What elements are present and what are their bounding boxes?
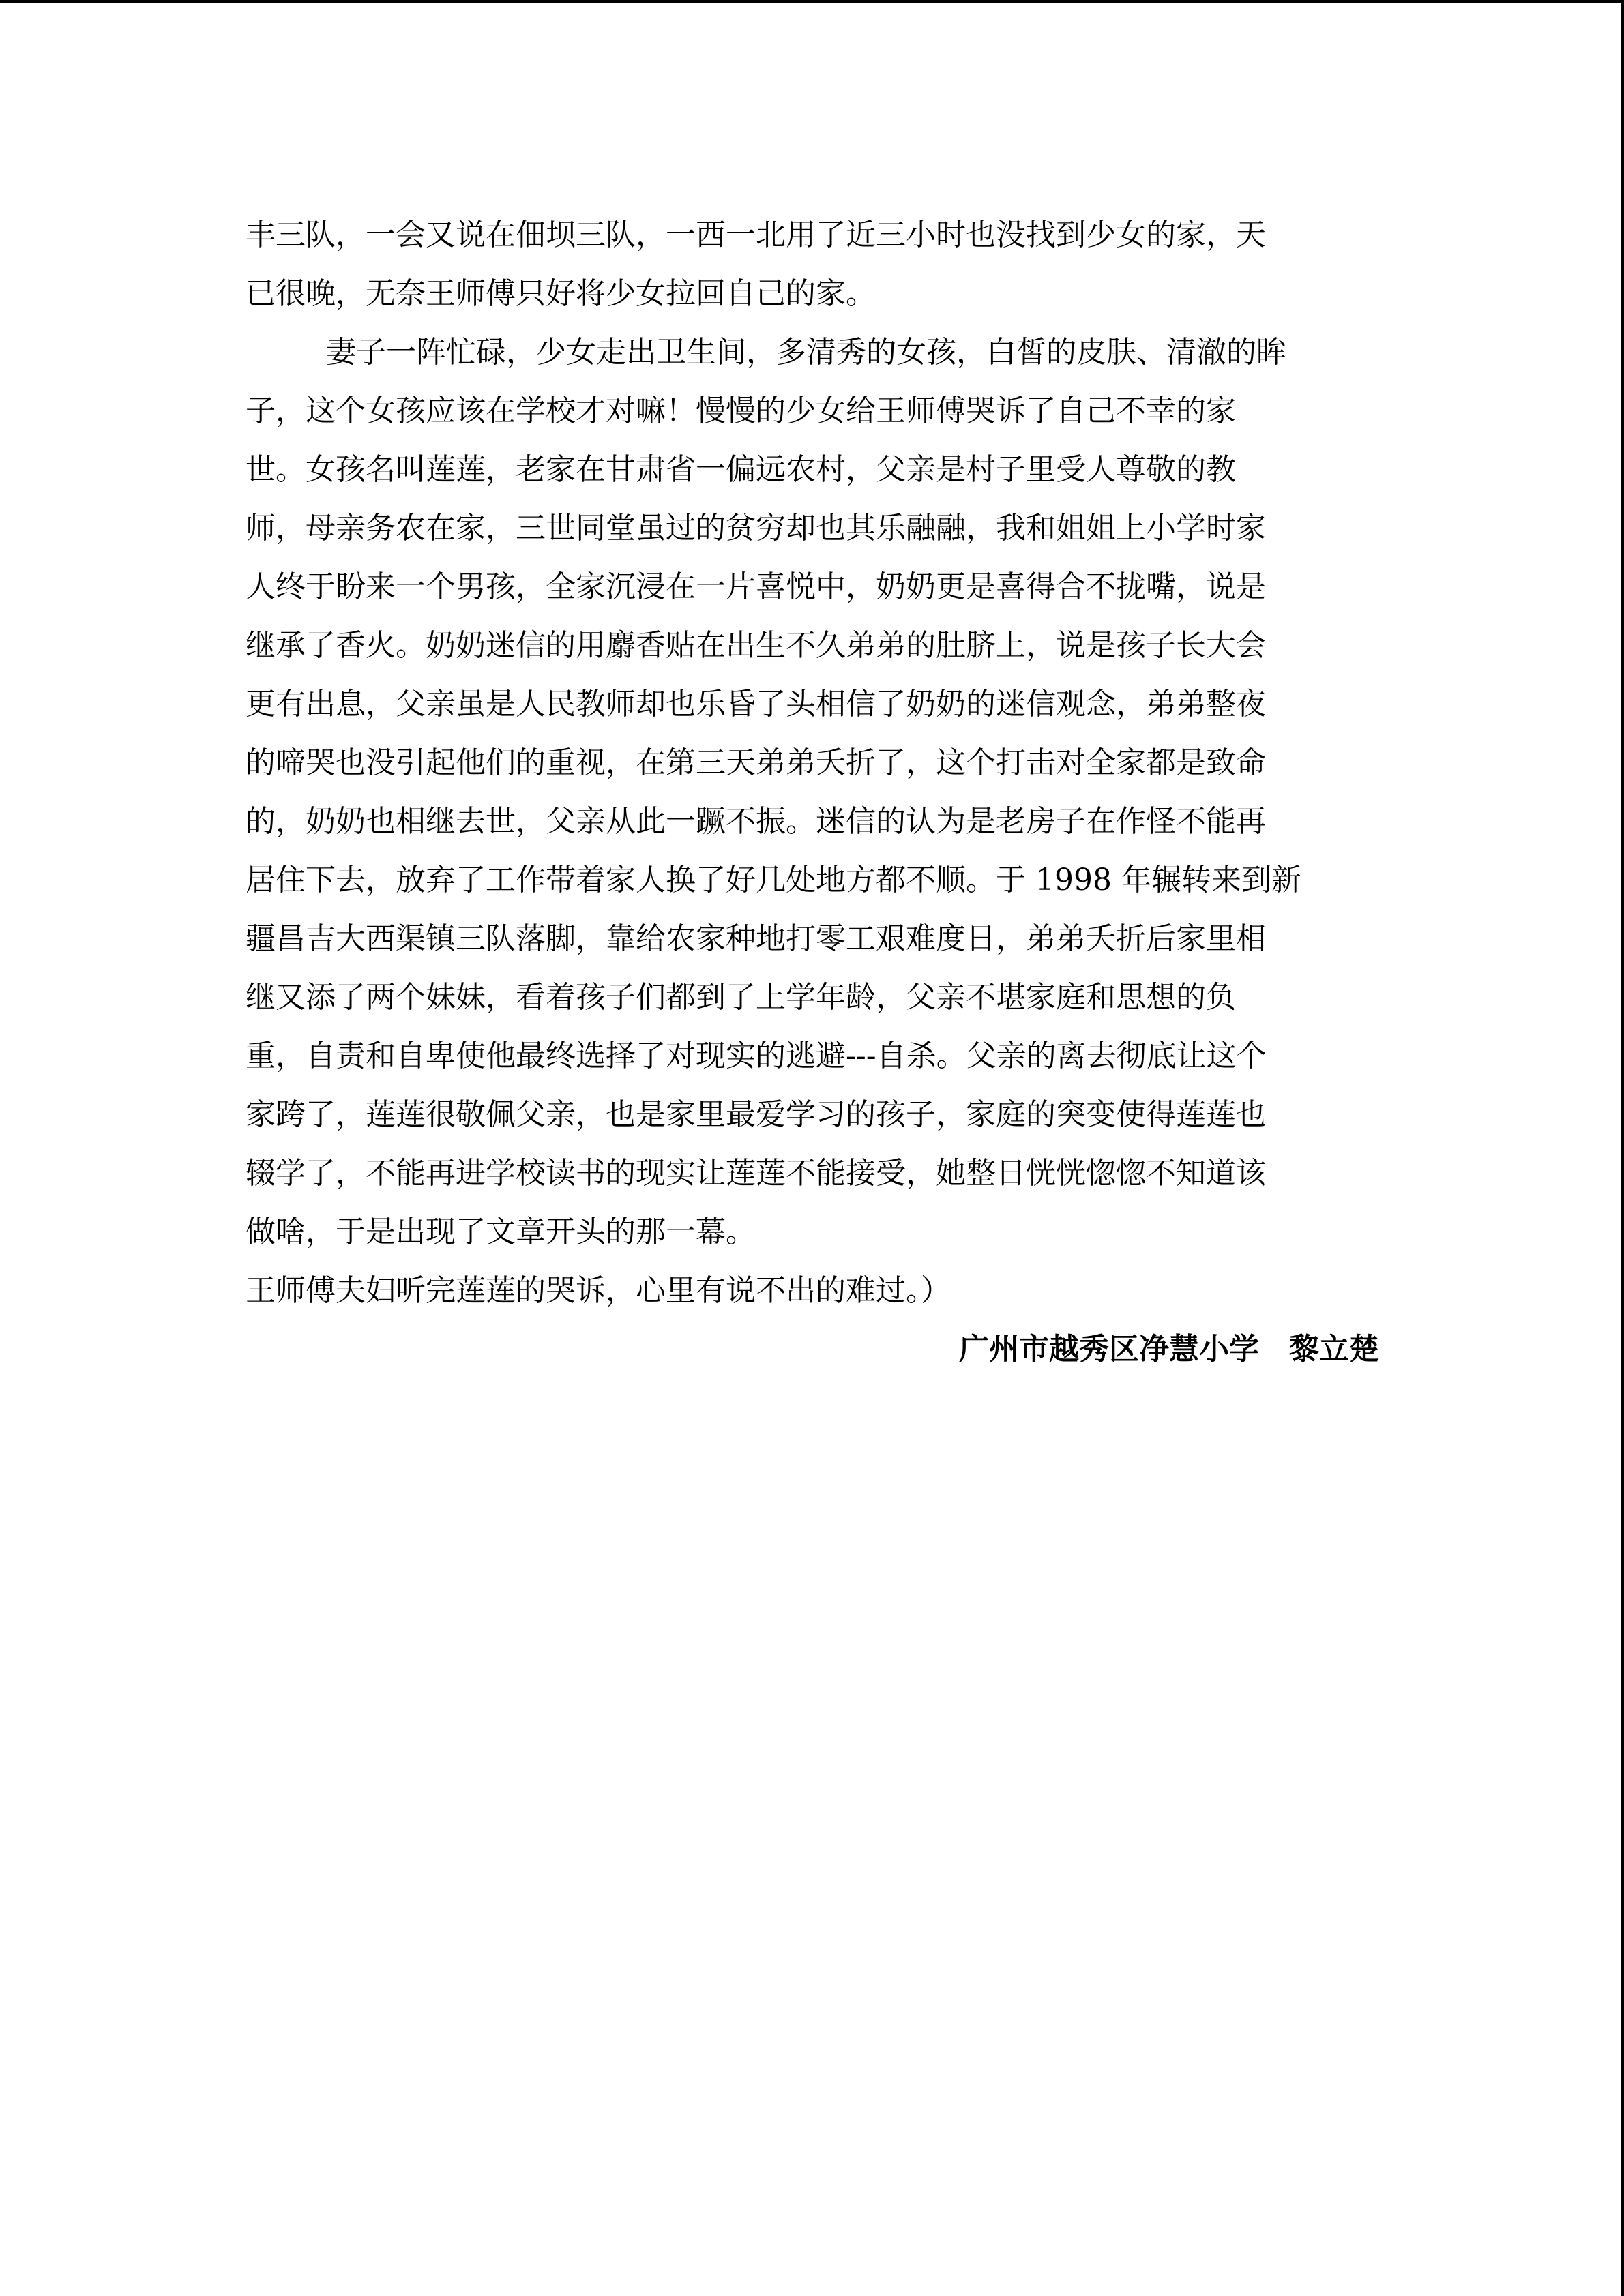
- text-line: 居住下去，放弃了工作带着家人换了好几处地方都不顺。于 1998 年辗转来到新: [246, 863, 1301, 897]
- text-line: 疆昌吉大西渠镇三队落脚，靠给农家种地打零工艰难度日，弟弟夭折后家里相: [246, 921, 1266, 956]
- text-line: 师，母亲务农在家，三世同堂虽过的贫穷却也其乐融融，我和姐姐上小学时家: [246, 511, 1266, 546]
- text-line: 家跨了，莲莲很敬佩父亲，也是家里最爱学习的孩子，家庭的突变使得莲莲也: [246, 1097, 1266, 1132]
- text-line: 王师傅夫妇听完莲莲的哭诉，心里有说不出的难过。）: [246, 1273, 951, 1308]
- page-border-top: [0, 0, 1624, 3]
- author-signature: 广州市越秀区净慧小学 黎立楚: [959, 1332, 1379, 1367]
- text-line: 已很晚，无奈王师傅只好将少女拉回自己的家。: [246, 276, 876, 311]
- text-line: 的，奶奶也相继去世，父亲从此一蹶不振。迷信的认为是老房子在作怪不能再: [246, 804, 1266, 839]
- text-line: 子，这个女孩应该在学校才对嘛！慢慢的少女给王师傅哭诉了自己不幸的家: [246, 393, 1236, 428]
- text-line: 更有出息，父亲虽是人民教师却也乐昏了头相信了奶奶的迷信观念，弟弟整夜: [246, 687, 1266, 721]
- text-line: 人终于盼来一个男孩，全家沉浸在一片喜悦中，奶奶更是喜得合不拢嘴，说是: [246, 569, 1266, 604]
- text-line: 做啥，于是出现了文章开头的那一幕。: [246, 1214, 756, 1249]
- text-line: 丰三队，一会又说在佃坝三队，一西一北用了近三小时也没找到少女的家，天: [246, 218, 1266, 252]
- text-line: 世。女孩名叫莲莲，老家在甘肃省一偏远农村，父亲是村子里受人尊敬的教: [246, 452, 1236, 487]
- document-body: [246, 206, 1379, 1379]
- page-border-right: [1621, 0, 1624, 2296]
- text-line: 辍学了，不能再进学校读书的现实让莲莲不能接受，她整日恍恍惚惚不知道该: [246, 1156, 1266, 1191]
- text-line: 的啼哭也没引起他们的重视，在第三天弟弟夭折了，这个打击对全家都是致命: [246, 745, 1266, 780]
- text-line: 继承了香火。奶奶迷信的用麝香贴在出生不久弟弟的肚脐上，说是孩子长大会: [246, 628, 1266, 663]
- text-line: 重，自责和自卑使他最终选择了对现实的逃避---自杀。父亲的离去彻底让这个: [246, 1039, 1267, 1073]
- text-line: 继又添了两个妹妹，看着孩子们都到了上学年龄，父亲不堪家庭和思想的负: [246, 980, 1236, 1015]
- text-line: 妻子一阵忙碌，少女走出卫生间，多清秀的女孩，白皙的皮肤、清澈的眸: [326, 335, 1286, 370]
